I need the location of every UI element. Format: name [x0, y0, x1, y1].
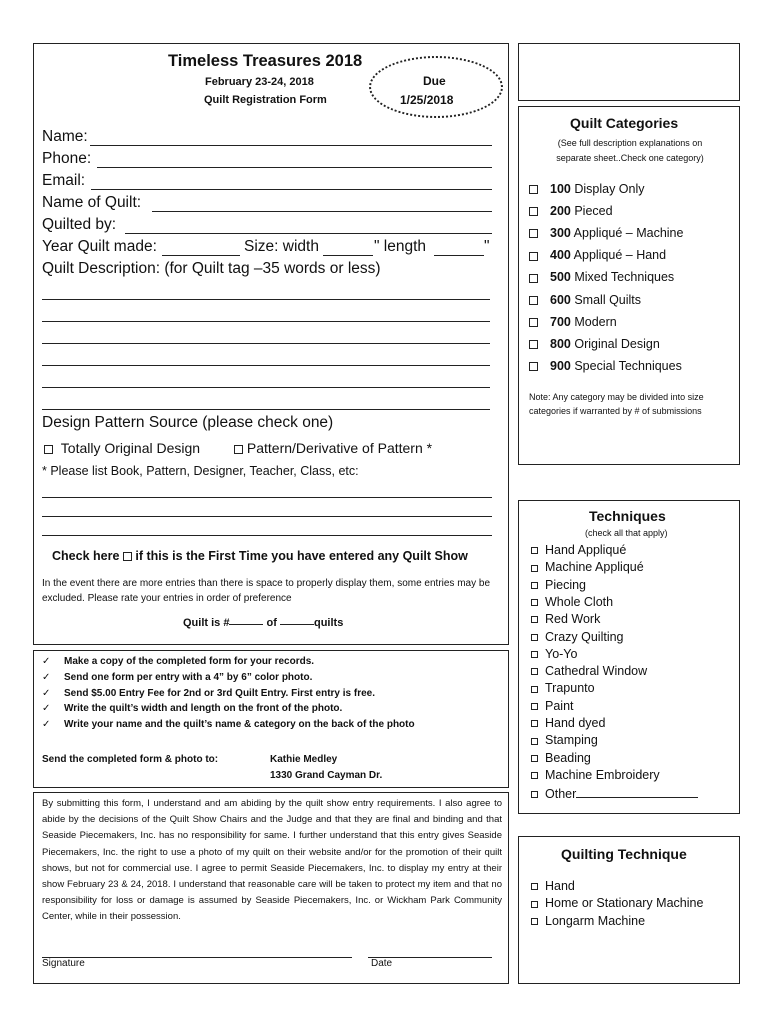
name-label: Name:	[42, 128, 88, 145]
category-option[interactable]	[529, 337, 660, 351]
checklist-text: Write the quilt’s width and length on the front of the photo.	[64, 703, 343, 715]
category-label: Display Only	[574, 182, 645, 196]
category-number: 700	[550, 314, 571, 329]
category-option[interactable]	[529, 204, 613, 218]
technique-checkbox[interactable]	[531, 772, 538, 779]
entries-notice: In the event there are more entries than there is space to properly display them, some entries may be excluded. Please rate your entries in order of preference	[42, 578, 491, 604]
description-line-1[interactable]	[42, 299, 490, 300]
category-number: 200	[550, 204, 571, 219]
checklist-item	[42, 688, 375, 699]
length-field[interactable]	[434, 255, 484, 256]
technique-option[interactable]	[531, 716, 605, 730]
checkmark-icon: ✓	[42, 719, 51, 731]
size-width-label: Size: width	[244, 238, 319, 255]
category-number: 900	[550, 358, 571, 373]
technique-label: Stamping	[545, 733, 598, 748]
techniques-title: Techniques	[589, 508, 666, 524]
categories-subtitle: (See full description explanations on separate sheet..Check one category)	[556, 138, 704, 163]
technique-label: Hand Appliqué	[545, 543, 627, 557]
category-checkbox[interactable]	[529, 229, 538, 238]
category-label: Special Techniques	[574, 358, 682, 373]
pattern-label: Pattern/Derivative of Pattern *	[246, 440, 433, 456]
date-label: Date	[371, 958, 393, 969]
send-address: 1330 Grand Cayman Dr.	[270, 770, 383, 781]
description-line-4[interactable]	[42, 365, 490, 366]
of-label: of	[266, 617, 277, 629]
category-number: 400	[550, 248, 571, 263]
techniques-subtitle: (check all that apply)	[585, 528, 668, 538]
technique-checkbox[interactable]	[531, 565, 538, 572]
original-label: Totally Original Design	[60, 440, 201, 456]
category-label: Appliqué – Hand	[573, 248, 667, 263]
technique-option[interactable]	[531, 630, 624, 644]
technique-checkbox[interactable]	[531, 599, 538, 606]
due-label: Due	[423, 74, 446, 88]
agreement-text: By submitting this form, I understand and am abiding by the quilt show entry requirements. I also agree to abide by the decisions of the Quilt Show Chairs and the Judge and that they are final and binding and that Seaside Piecemakers, Inc. has no responsibility for same. I further understand that this entry gives Seaside Piecemakers, Inc. the right to use a photo of my quilt on their website and/or for the promotion of their quilt shows, but not for commercial use. I agree to permit Seaside Piecemakers, Inc. to display my entry at their show February 23 & 24, 2018. I understand that reasonable care will be taken to protect my item and that no responsibility for loss or damage is assumed by Seaside Piecemakers, Inc. or Wickham Park Community Center, while in their possession.	[42, 798, 502, 923]
categories-note: Note: Any category may be divided into size categories if warranted by # of submissions	[529, 392, 704, 416]
category-option[interactable]	[529, 270, 674, 284]
description-line-3[interactable]	[42, 343, 490, 344]
quilting-checkbox[interactable]	[531, 883, 538, 890]
technique-checkbox[interactable]	[531, 720, 538, 727]
category-option[interactable]	[529, 293, 641, 307]
technique-checkbox[interactable]	[531, 616, 538, 623]
first-time-row	[52, 549, 468, 563]
phone-field[interactable]	[97, 167, 492, 168]
technique-checkbox[interactable]	[531, 547, 538, 554]
signature-line[interactable]	[42, 957, 352, 958]
technique-option[interactable]	[531, 751, 591, 765]
quilting-option[interactable]	[531, 879, 575, 893]
technique-label: Yo-Yo	[545, 646, 578, 661]
year-label: Year Quilt made:	[42, 238, 157, 255]
technique-checkbox[interactable]	[531, 686, 538, 693]
checkmark-icon: ✓	[42, 656, 51, 667]
design-heading: Design Pattern Source (please check one)	[42, 414, 334, 431]
category-option[interactable]	[529, 226, 683, 240]
technique-label: Hand dyed	[545, 716, 606, 730]
source-line-3[interactable]	[42, 535, 492, 536]
quilting-checkbox[interactable]	[531, 901, 538, 908]
technique-label: Machine Embroidery	[545, 767, 660, 782]
category-number: 600	[550, 292, 571, 307]
technique-option[interactable]	[531, 785, 698, 801]
technique-option[interactable]	[531, 664, 647, 678]
category-checkbox[interactable]	[529, 340, 538, 349]
quilted-by-field[interactable]	[125, 233, 492, 234]
quilts-label: quilts	[313, 617, 344, 629]
name-field[interactable]	[90, 145, 492, 146]
description-line-6[interactable]	[42, 409, 490, 410]
width-field[interactable]	[323, 255, 373, 256]
technique-checkbox[interactable]	[531, 651, 538, 658]
quilt-rank-row	[183, 617, 343, 629]
category-option[interactable]	[529, 359, 682, 373]
category-label: Small Quilts	[574, 292, 642, 307]
length-label: " length	[374, 238, 427, 255]
other-technique-field[interactable]	[576, 785, 698, 798]
checklist-item	[42, 703, 342, 714]
technique-label: Cathedral Window	[545, 664, 648, 679]
technique-label: Machine Appliqué	[545, 560, 644, 575]
send-label: Send the completed form & photo to:	[42, 754, 219, 765]
category-label: Modern	[574, 314, 617, 329]
category-checkbox[interactable]	[529, 274, 538, 283]
category-checkbox[interactable]	[529, 318, 538, 327]
technique-checkbox[interactable]	[531, 582, 538, 589]
technique-label: Paint	[545, 698, 574, 713]
quilt-total-field[interactable]	[280, 624, 314, 625]
category-checkbox[interactable]	[529, 207, 538, 216]
checkmark-icon: ✓	[42, 703, 51, 715]
description-label: Quilt Description: (for Quilt tag –35 words or less)	[42, 260, 381, 277]
quilting-option[interactable]	[531, 896, 703, 910]
quilt-name-field[interactable]	[152, 211, 492, 212]
technique-checkbox[interactable]	[531, 738, 538, 745]
technique-label: Crazy Quilting	[545, 629, 624, 644]
quilting-technique-title: Quilting Technique	[561, 846, 687, 862]
technique-option[interactable]	[531, 681, 595, 695]
category-label: Original Design	[574, 336, 660, 351]
event-dates: February 23-24, 2018	[205, 76, 314, 88]
description-line-5[interactable]	[42, 387, 490, 388]
first-time-prefix: Check here	[52, 549, 120, 563]
technique-checkbox[interactable]	[531, 668, 538, 675]
technique-option[interactable]	[531, 699, 574, 713]
technique-option[interactable]	[531, 768, 660, 782]
technique-checkbox[interactable]	[531, 703, 538, 710]
categories-title: Quilt Categories	[570, 115, 679, 131]
form-title: Timeless Treasures 2018	[168, 52, 363, 70]
checklist-item	[42, 656, 314, 667]
technique-option[interactable]	[531, 612, 600, 626]
category-number: 800	[550, 336, 571, 351]
source-line-2[interactable]	[42, 516, 492, 517]
checklist-text: Send $5.00 Entry Fee for 2nd or 3rd Quilt Entry. First entry is free.	[64, 687, 376, 699]
checklist-text: Send one form per entry with a 4” by 6” color photo.	[64, 671, 313, 683]
category-label: Pieced	[574, 204, 613, 219]
office-use-box	[518, 43, 740, 101]
checklist-item	[42, 672, 312, 683]
category-checkbox[interactable]	[529, 362, 538, 371]
technique-checkbox[interactable]	[531, 634, 538, 641]
due-date: 1/25/2018	[400, 93, 454, 107]
technique-option[interactable]	[531, 733, 598, 747]
quilted-by-label: Quilted by:	[42, 216, 117, 233]
category-option[interactable]	[529, 182, 645, 196]
original-checkbox[interactable]	[44, 445, 53, 454]
technique-label: Whole Cloth	[545, 594, 614, 609]
technique-option[interactable]	[531, 595, 613, 609]
design-note: * Please list Book, Pattern, Designer, Teacher, Class, etc:	[42, 464, 359, 478]
quilt-is-label: Quilt is #	[183, 617, 230, 629]
checklist-item	[42, 719, 415, 730]
category-number: 100	[550, 182, 571, 196]
category-checkbox[interactable]	[529, 185, 538, 194]
first-time-checkbox[interactable]	[123, 552, 132, 561]
quilting-checkbox[interactable]	[531, 918, 538, 925]
technique-option[interactable]	[531, 647, 577, 661]
technique-option[interactable]	[531, 578, 586, 592]
length-unit: "	[484, 238, 490, 255]
category-option[interactable]	[529, 315, 617, 329]
technique-label: Red Work	[545, 612, 601, 627]
category-number: 500	[550, 270, 571, 285]
category-label: Mixed Techniques	[574, 270, 675, 285]
checkmark-icon: ✓	[42, 671, 51, 683]
send-name: Kathie Medley	[270, 754, 338, 765]
checklist-text: Write your name and the quilt’s name & category on the back of the photo	[64, 719, 415, 731]
technique-label: Other	[545, 787, 577, 802]
technique-label: Beading	[545, 750, 591, 765]
email-field[interactable]	[91, 189, 492, 190]
description-line-2[interactable]	[42, 321, 490, 322]
quilting-label: Longarm Machine	[545, 913, 646, 928]
technique-label: Piecing	[545, 577, 586, 592]
category-option[interactable]	[529, 248, 666, 262]
category-number: 300	[550, 226, 571, 241]
signature-label: Signature	[42, 958, 85, 969]
checklist-text: Make a copy of the completed form for your records.	[64, 656, 315, 667]
design-option-pattern[interactable]	[234, 440, 432, 456]
first-time-suffix: if this is the First Time you have entered any Quilt Show	[135, 549, 468, 563]
quilt-name-label: Name of Quilt:	[42, 194, 142, 211]
quilting-label: Hand	[545, 879, 575, 893]
category-label: Appliqué – Machine	[573, 226, 684, 241]
email-label: Email:	[42, 172, 86, 189]
pattern-checkbox[interactable]	[234, 445, 243, 454]
technique-option[interactable]	[531, 560, 644, 574]
source-line-1[interactable]	[42, 497, 492, 498]
year-field[interactable]	[162, 255, 240, 256]
quilting-option[interactable]	[531, 914, 645, 928]
quilt-number-field[interactable]	[229, 624, 263, 625]
technique-checkbox[interactable]	[531, 755, 538, 762]
technique-checkbox[interactable]	[531, 791, 538, 798]
category-checkbox[interactable]	[529, 252, 538, 261]
form-name: Quilt Registration Form	[204, 94, 327, 106]
quilting-label: Home or Stationary Machine	[545, 896, 704, 911]
design-option-original[interactable]	[44, 440, 200, 456]
category-checkbox[interactable]	[529, 296, 538, 305]
technique-label: Trapunto	[545, 681, 595, 696]
technique-option[interactable]	[531, 543, 626, 557]
phone-label: Phone:	[42, 150, 92, 167]
checkmark-icon: ✓	[42, 687, 51, 699]
